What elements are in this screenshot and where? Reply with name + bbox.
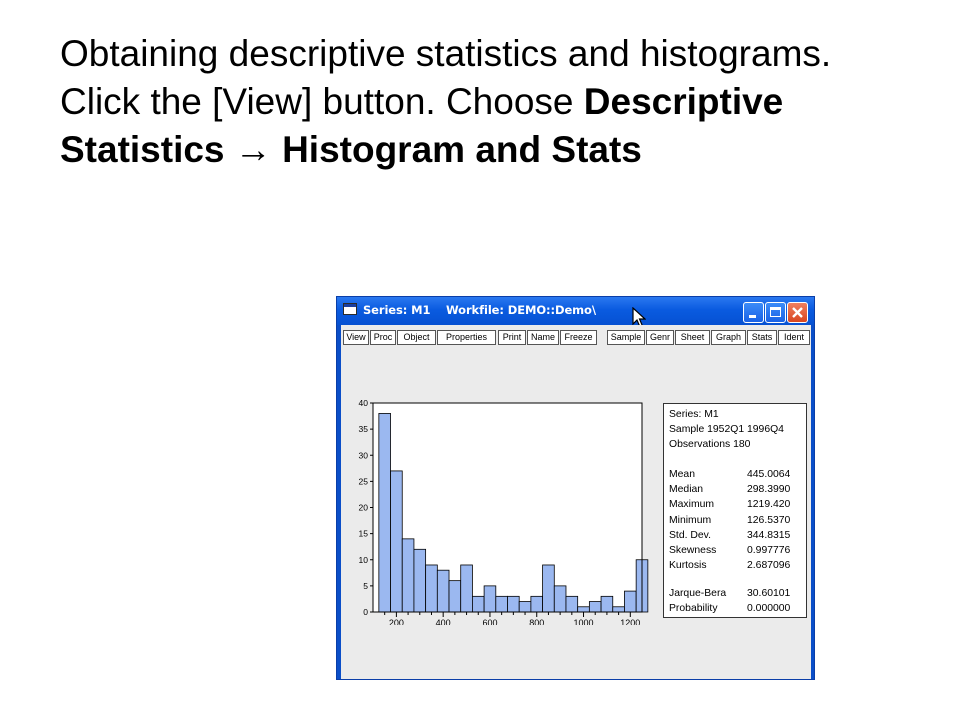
- stat-row: [669, 586, 803, 601]
- slide-title: [60, 30, 920, 174]
- toolbar-ident-button[interactable]: Ident: [778, 330, 810, 345]
- stat-label: Minimum: [669, 514, 712, 526]
- close-button[interactable]: [787, 302, 808, 323]
- histogram-bar: [601, 596, 613, 612]
- y-tick-label: 15: [358, 528, 368, 539]
- histogram-bar: [589, 602, 601, 612]
- stat-label: Skewness: [669, 545, 717, 556]
- stat-row: [669, 482, 803, 497]
- series-window: [336, 296, 815, 680]
- series-label: Series: M1: [669, 409, 719, 420]
- toolbar-sheet-button[interactable]: Sheet: [675, 330, 710, 345]
- descriptive-stats-panel: [663, 403, 807, 618]
- y-tick-label: 20: [358, 502, 368, 513]
- histogram-bar: [554, 586, 566, 612]
- stats-header: [669, 407, 784, 453]
- title-bold-descriptive: Descriptive Statistics: [60, 81, 784, 170]
- stat-label: Maximum: [669, 499, 715, 511]
- stat-label: Std. Dev.: [669, 529, 711, 541]
- y-tick-label: 40: [358, 398, 368, 408]
- toolbar-print-button[interactable]: Print: [498, 330, 526, 345]
- stat-value: 126.5370: [747, 514, 791, 526]
- histogram-bar: [613, 607, 625, 612]
- histogram-bar: [437, 570, 449, 612]
- histogram-bar: [414, 549, 426, 612]
- histogram-chart: [341, 325, 661, 625]
- toolbar-name-button[interactable]: Name: [527, 330, 559, 345]
- y-tick-label: 35: [358, 424, 368, 435]
- stat-label: Median: [669, 484, 704, 496]
- x-tick-label: 200: [388, 618, 404, 625]
- stat-row: [669, 467, 803, 482]
- stat-row: [669, 558, 803, 573]
- y-tick-label: 30: [358, 450, 368, 461]
- stat-row: [669, 497, 803, 512]
- stat-row: [669, 543, 803, 558]
- x-tick-label: 800: [529, 618, 545, 625]
- stat-value: 445.0064: [747, 469, 791, 480]
- stat-value: 344.8315: [747, 529, 791, 541]
- histogram-bar: [461, 565, 473, 612]
- toolbar-stats-button[interactable]: Stats: [747, 330, 777, 345]
- arrow-icon: →: [234, 129, 272, 170]
- histogram-bar: [566, 596, 578, 612]
- stat-value: 0.997776: [747, 545, 791, 556]
- histogram-bar: [496, 596, 508, 612]
- histogram-bar: [508, 596, 520, 612]
- stat-value: 298.3990: [747, 484, 791, 496]
- stat-row: [669, 513, 803, 528]
- minimize-button[interactable]: [743, 302, 764, 323]
- y-tick-label: 5: [363, 580, 368, 591]
- histogram-bar: [426, 565, 438, 612]
- x-tick-label: 1000: [573, 618, 594, 625]
- window-title: Series: M1 Workfile: DEMO::Demo\: [363, 303, 596, 317]
- close-icon: [788, 303, 807, 322]
- histogram-bar: [484, 586, 496, 612]
- toolbar-graph-button[interactable]: Graph: [711, 330, 746, 345]
- stat-value: 30.60101: [747, 588, 791, 599]
- histogram-bar: [379, 413, 391, 612]
- toolbar-view-button[interactable]: View: [343, 330, 369, 345]
- toolbar-sample-button[interactable]: Sample: [607, 330, 645, 345]
- stat-row: [669, 528, 803, 543]
- stat-value: 0.000000: [747, 603, 791, 615]
- histogram-bar: [578, 607, 590, 612]
- title-bold-histogram: Histogram and Stats: [282, 129, 642, 170]
- maximize-button[interactable]: [765, 302, 786, 323]
- stat-label: Jarque-Bera: [669, 588, 727, 599]
- histogram-bar: [543, 565, 555, 612]
- y-tick-label: 0: [363, 607, 368, 617]
- toolbar-proc-button[interactable]: Proc: [370, 330, 396, 345]
- histogram-bar: [391, 471, 403, 612]
- toolbar-object-button[interactable]: Object: [397, 330, 436, 345]
- sample-label: Sample 1952Q1 1996Q4: [669, 424, 784, 436]
- toolbar-properties-button[interactable]: Properties: [437, 330, 496, 345]
- y-tick-label: 10: [358, 554, 368, 565]
- observations-label: Observations 180: [669, 439, 751, 451]
- histogram-bar: [402, 539, 414, 612]
- histogram-bar: [472, 596, 484, 612]
- y-tick-label: 25: [358, 476, 368, 487]
- stat-label: Probability: [669, 603, 718, 615]
- title-text: Obtaining descriptive statistics and histograms. Click the [View] button. Choose: [60, 33, 832, 122]
- stat-row: [669, 601, 803, 616]
- histogram-bar: [624, 591, 636, 612]
- maximize-icon: [770, 307, 781, 317]
- window-app-icon[interactable]: [343, 303, 357, 315]
- toolbar-freeze-button[interactable]: Freeze: [560, 330, 597, 345]
- histogram-bar: [531, 596, 543, 612]
- stat-value: 1219.420: [747, 499, 791, 511]
- window-titlebar[interactable]: [337, 297, 814, 325]
- x-tick-label: 400: [435, 618, 451, 625]
- stat-label: Kurtosis: [669, 560, 707, 572]
- stat-label: Mean: [669, 469, 695, 480]
- stat-value: 2.687096: [747, 560, 791, 572]
- histogram-bar: [519, 602, 531, 612]
- histogram-bar: [449, 581, 461, 612]
- window-content: [341, 325, 811, 680]
- toolbar-genr-button[interactable]: Genr: [646, 330, 674, 345]
- x-tick-label: 600: [482, 618, 498, 625]
- minimize-icon: [749, 315, 756, 318]
- x-tick-label: 1200: [620, 618, 641, 625]
